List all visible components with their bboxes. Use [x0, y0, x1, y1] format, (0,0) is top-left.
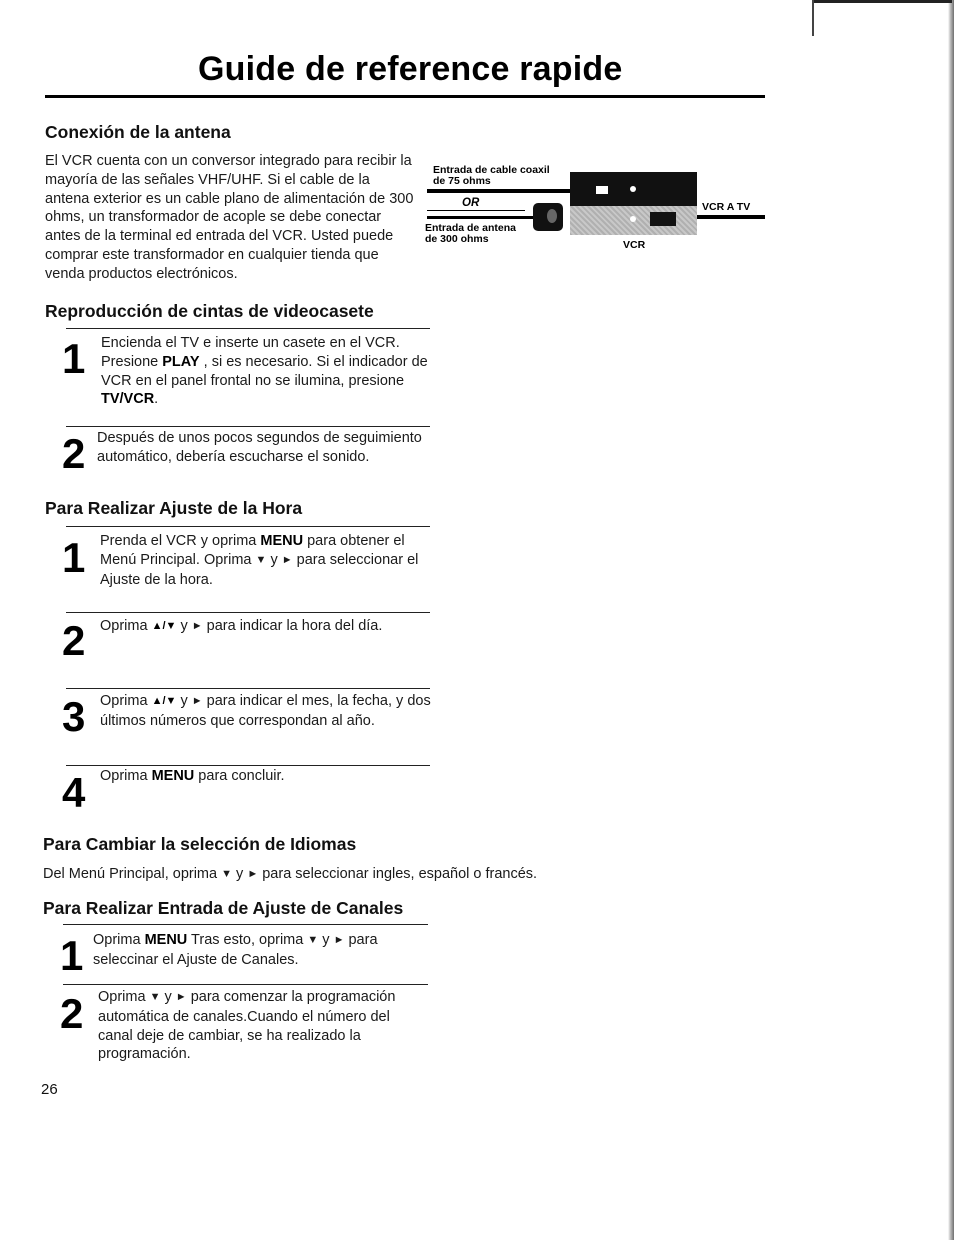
vcr-rear-panel	[570, 172, 697, 235]
transformer-connector	[547, 209, 557, 223]
vcr-to-tv-label: VCR A TV	[702, 201, 751, 213]
clock-rule-1	[66, 526, 430, 527]
channels-step-2-text: Oprima ▼ y ► para comenzar la programación automática de canales.Cuando el número del canal deje de cambiar, se ha realizado la programación.	[98, 989, 396, 1063]
clock-step-4-number: 4	[62, 769, 86, 816]
channels-rule-2	[63, 984, 428, 985]
rf-out-dot	[630, 216, 636, 222]
antenna-in-jack	[596, 186, 608, 194]
flat-cable	[427, 216, 535, 219]
channels-heading: Para Realizar Entrada de Ajuste de Canales	[43, 898, 404, 918]
matching-transformer	[533, 203, 563, 231]
corner-mark-vertical	[812, 0, 814, 36]
language-body: Del Menú Principal, oprima ▼ y ► para seleccionar ingles, español o francés.	[43, 866, 538, 882]
or-divider	[427, 210, 525, 211]
channels-step-1-number: 1	[60, 932, 84, 979]
antenna-heading: Conexión de la antena	[45, 122, 231, 142]
playback-step-1-number: 1	[62, 335, 86, 382]
antenna-body: El VCR cuenta con un conversor integrado para recibir la mayoría de las señales VHF/UHF. Si el cable de la antena exterior es un cable plano de alimentación de 300 ohms, un transformador de acople se debe conectar antes de la terminal ed entrada del VCR. Usted puede comprar este transformador en cualquier tienda que venda productos electrónicos.	[45, 153, 414, 282]
playback-rule-2	[66, 426, 430, 427]
vcr-to-tv-cable	[697, 215, 765, 219]
playback-step-1-text: Encienda el TV e inserte un casete en el VCR. Presione PLAY , si es necesario. Si el indicador de VCR en el panel frontal no se ilumina, presione TV/VCR.	[101, 335, 428, 408]
clock-step-2-number: 2	[62, 617, 86, 664]
clock-rule-4	[66, 765, 430, 766]
or-label: OR	[462, 197, 480, 209]
antenna-input-label-line2: de 300 ohms	[425, 233, 489, 245]
clock-step-4-text: Oprima MENU para concluir.	[100, 768, 285, 784]
coax-input-label-line2: de 75 ohms	[433, 175, 491, 187]
playback-step-2-number: 2	[62, 430, 86, 477]
coax-input-label-line1: Entrada de cable coaxil	[433, 164, 550, 176]
clock-rule-2	[66, 612, 430, 613]
channels-rule-1	[63, 924, 428, 925]
clock-step-1-number: 1	[62, 534, 86, 581]
rf-in-dot	[630, 186, 636, 192]
title-rule	[45, 95, 765, 98]
clock-step-3-number: 3	[62, 693, 86, 740]
vcr-label: VCR	[623, 239, 646, 251]
clock-step-1-text: Prenda el VCR y oprima MENU para obtener el Menú Principal. Oprima ▼ y ► para seleccionar el Ajuste de la hora.	[100, 533, 419, 588]
antenna-connection-diagram	[425, 163, 770, 258]
coax-cable	[427, 189, 570, 193]
page-number: 26	[41, 1081, 58, 1098]
language-heading: Para Cambiar la selección de Idiomas	[43, 834, 357, 854]
corner-mark	[812, 0, 952, 3]
playback-heading: Reproducción de cintas de videocasete	[45, 301, 374, 321]
playback-step-2-text: Después de unos pocos segundos de seguimiento automático, debería escucharse el sonido.	[97, 430, 422, 465]
rf-out-jack	[650, 212, 676, 226]
channels-step-2-number: 2	[60, 990, 84, 1037]
playback-rule-1	[66, 328, 430, 329]
channels-step-1-text: Oprima MENU Tras esto, oprima ▼ y ► para seleccinar el Ajuste de Canales.	[93, 932, 378, 968]
page-edge-shadow	[948, 0, 954, 1240]
clock-heading: Para Realizar Ajuste de la Hora	[45, 498, 303, 518]
page-title: Guide de reference rapide	[198, 50, 623, 88]
clock-step-2-text: Oprima ▲/▼ y ► para indicar la hora del día.	[100, 618, 383, 634]
clock-rule-3	[66, 688, 430, 689]
antenna-input-label-line1: Entrada de antena	[425, 222, 517, 234]
clock-step-3-text: Oprima ▲/▼ y ► para indicar el mes, la fecha, y dos últimos números que correspondan al año.	[100, 693, 431, 729]
